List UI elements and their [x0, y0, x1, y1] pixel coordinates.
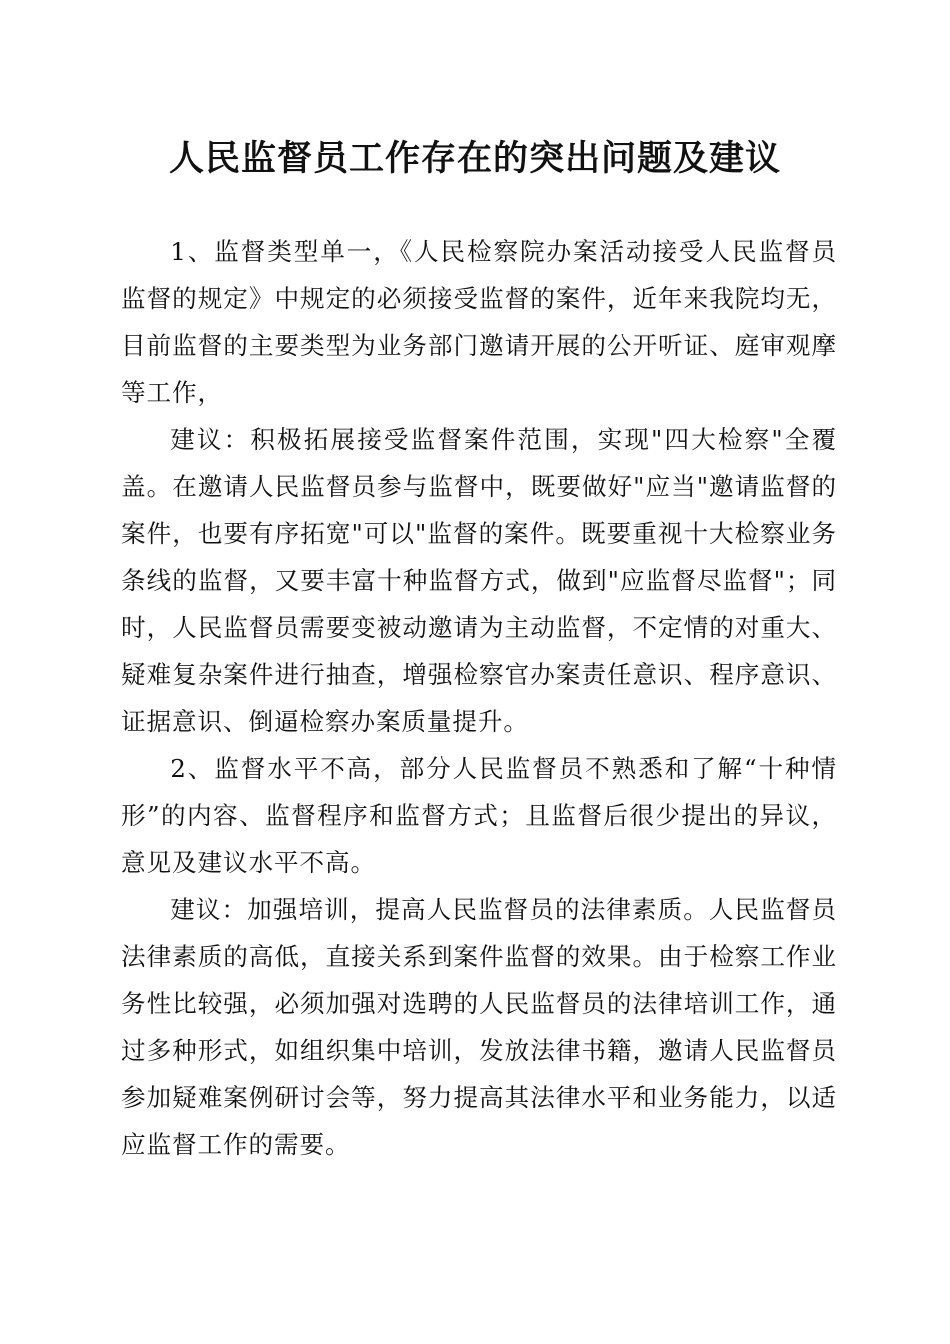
paragraph-issue-1: 1、监督类型单一，《人民检察院办案活动接受人民监督员监督的规定》中规定的必须接受监督的案件，近年来我院均无，目前监督的主要类型为业务部门邀请开展的公开听证、庭审观摩等工作， — [121, 237, 837, 407]
document-title: 人民监督员工作存在的突出问题及建议 — [168, 138, 781, 179]
paragraph-suggestion-1: 建议：积极拓展接受监督案件范围，实现"四大检察"全覆盖。在邀请人民监督员参与监督中，既要做好"应当"邀请监督的案件，也要有序拓宽"可以"监督的案件。既要重视十大检察业务条线的监督，又要丰富十种监督方式，做到"应监督尽监督"；同时，人民监督员需要变被动邀请为主动监督，不定情的对重大、疑难复杂案件进行抽查，增强检察官办案责任意识、程序意识、证据意识、倒逼检察办案质量提升。 — [121, 425, 837, 736]
document-body — [121, 228, 837, 1168]
paragraph-suggestion-2: 建议：加强培训，提高人民监督员的法律素质。人民监督员法律素质的高低，直接关系到案件监督的效果。由于检察工作业务性比较强，必须加强对选聘的人民监督员的法律培训工作，通过多种形式，如组织集中培训，发放法律书籍，邀请人民监督员参加疑难案例研讨会等，努力提高其法律水平和业务能力，以适应监督工作的需要。 — [121, 895, 837, 1159]
paragraph-issue-2: 2、监督水平不高，部分人民监督员不熟悉和了解“十种情形”的内容、监督程序和监督方式；且监督后很少提出的异议，意见及建议水平不高。 — [121, 754, 837, 877]
